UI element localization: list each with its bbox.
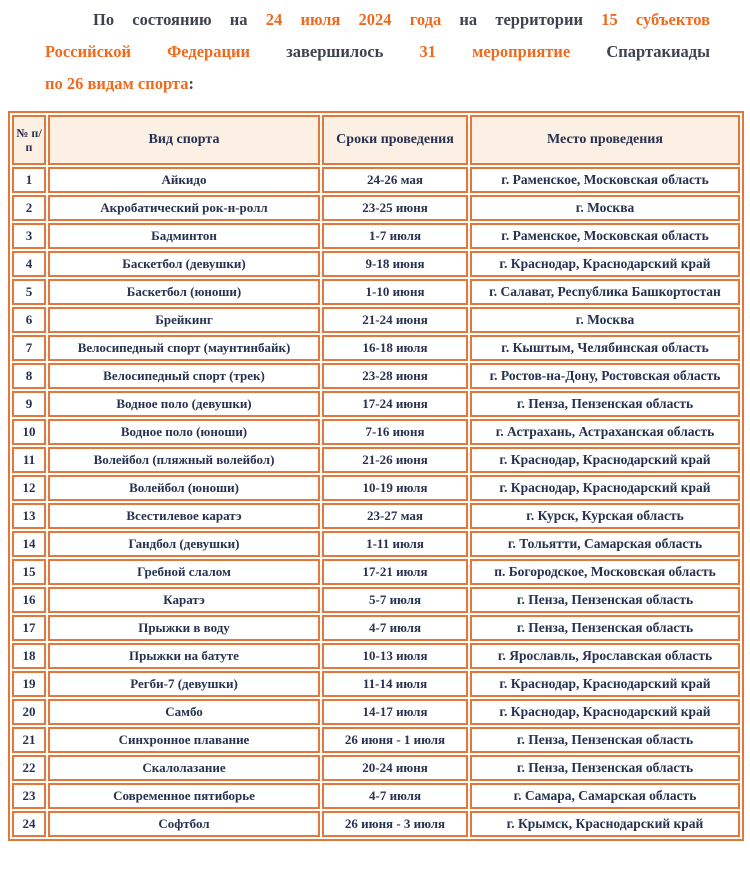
cell-sport: Прыжки на батуте — [48, 643, 320, 669]
highlighted-text: Российской Федерации — [45, 42, 250, 61]
table-row — [12, 391, 740, 417]
cell-dates: 17-21 июля — [322, 559, 468, 585]
cell-sport: Прыжки в воду — [48, 615, 320, 641]
cell-location: п. Богородское, Московская область — [470, 559, 740, 585]
table-header-row — [12, 115, 740, 165]
cell-number: 10 — [12, 419, 46, 445]
cell-number: 5 — [12, 279, 46, 305]
cell-number: 20 — [12, 699, 46, 725]
cell-location: г. Ярославль, Ярославская область — [470, 643, 740, 669]
table-row — [12, 587, 740, 613]
table-row — [12, 447, 740, 473]
table-row — [12, 475, 740, 501]
cell-dates: 20-24 июня — [322, 755, 468, 781]
cell-dates: 10-19 июля — [322, 475, 468, 501]
intro-line — [45, 36, 710, 68]
cell-number: 21 — [12, 727, 46, 753]
column-header-location: Место проведения — [470, 115, 740, 165]
cell-number: 15 — [12, 559, 46, 585]
cell-location: г. Салават, Республика Башкортостан — [470, 279, 740, 305]
cell-location: г. Ростов-на-Дону, Ростовская область — [470, 363, 740, 389]
plain-text: на территории — [441, 10, 602, 29]
table-row — [12, 671, 740, 697]
table-row — [12, 559, 740, 585]
highlighted-text: по 26 видам спорта — [45, 74, 189, 93]
cell-dates: 4-7 июля — [322, 615, 468, 641]
cell-sport: Айкидо — [48, 167, 320, 193]
column-header-sport: Вид спорта — [48, 115, 320, 165]
cell-dates: 23-27 мая — [322, 503, 468, 529]
cell-number: 1 — [12, 167, 46, 193]
cell-location: г. Пенза, Пензенская область — [470, 727, 740, 753]
table-row — [12, 223, 740, 249]
table-row — [12, 755, 740, 781]
cell-number: 9 — [12, 391, 46, 417]
cell-sport: Скалолазание — [48, 755, 320, 781]
cell-sport: Брейкинг — [48, 307, 320, 333]
cell-location: г. Москва — [470, 195, 740, 221]
highlighted-text: 24 июля 2024 года — [265, 10, 442, 29]
cell-dates: 11-14 июля — [322, 671, 468, 697]
table-row — [12, 727, 740, 753]
cell-location: г. Пенза, Пензенская область — [470, 615, 740, 641]
cell-number: 7 — [12, 335, 46, 361]
cell-dates: 1-7 июля — [322, 223, 468, 249]
cell-sport: Гребной слалом — [48, 559, 320, 585]
table-row — [12, 335, 740, 361]
cell-location: г. Краснодар, Краснодарский край — [470, 475, 740, 501]
cell-sport: Каратэ — [48, 587, 320, 613]
intro-line — [45, 68, 710, 100]
table-row — [12, 811, 740, 837]
cell-dates: 26 июня - 3 июля — [322, 811, 468, 837]
cell-number: 19 — [12, 671, 46, 697]
cell-dates: 1-10 июня — [322, 279, 468, 305]
cell-dates: 10-13 июля — [322, 643, 468, 669]
cell-sport: Самбо — [48, 699, 320, 725]
cell-number: 17 — [12, 615, 46, 641]
intro-line — [45, 4, 710, 36]
cell-number: 3 — [12, 223, 46, 249]
cell-number: 22 — [12, 755, 46, 781]
cell-location: г. Москва — [470, 307, 740, 333]
table-row — [12, 279, 740, 305]
table-row — [12, 195, 740, 221]
cell-number: 12 — [12, 475, 46, 501]
cell-dates: 4-7 июля — [322, 783, 468, 809]
table-row — [12, 643, 740, 669]
cell-location: г. Самара, Самарская область — [470, 783, 740, 809]
table-row — [12, 503, 740, 529]
cell-sport: Велосипедный спорт (маунтинбайк) — [48, 335, 320, 361]
plain-text: : — [188, 74, 194, 93]
cell-dates: 24-26 мая — [322, 167, 468, 193]
cell-location: г. Крымск, Краснодарский край — [470, 811, 740, 837]
cell-dates: 14-17 июля — [322, 699, 468, 725]
cell-number: 14 — [12, 531, 46, 557]
column-header-dates: Сроки проведения — [322, 115, 468, 165]
cell-location: г. Пенза, Пензенская область — [470, 587, 740, 613]
cell-location: г. Курск, Курская область — [470, 503, 740, 529]
cell-sport: Баскетбол (юноши) — [48, 279, 320, 305]
cell-dates: 17-24 июня — [322, 391, 468, 417]
plain-text: завершилось — [249, 42, 420, 61]
cell-sport: Софтбол — [48, 811, 320, 837]
highlighted-text: 15 субъектов — [601, 10, 710, 29]
cell-location: г. Раменское, Московская область — [470, 223, 740, 249]
cell-number: 13 — [12, 503, 46, 529]
cell-location: г. Тольятти, Самарская область — [470, 531, 740, 557]
table-row — [12, 363, 740, 389]
cell-sport: Баскетбол (девушки) — [48, 251, 320, 277]
cell-location: г. Раменское, Московская область — [470, 167, 740, 193]
cell-dates: 7-16 июня — [322, 419, 468, 445]
cell-location: г. Краснодар, Краснодарский край — [470, 671, 740, 697]
cell-dates: 1-11 июля — [322, 531, 468, 557]
table-row — [12, 307, 740, 333]
plain-text: По состоянию на — [93, 10, 266, 29]
cell-number: 18 — [12, 643, 46, 669]
cell-sport: Гандбол (девушки) — [48, 531, 320, 557]
cell-dates: 23-25 июня — [322, 195, 468, 221]
events-table — [8, 111, 744, 841]
table-row — [12, 251, 740, 277]
cell-sport: Синхронное плавание — [48, 727, 320, 753]
cell-sport: Водное поло (девушки) — [48, 391, 320, 417]
cell-location: г. Краснодар, Краснодарский край — [470, 447, 740, 473]
cell-number: 23 — [12, 783, 46, 809]
cell-number: 6 — [12, 307, 46, 333]
cell-dates: 9-18 июня — [322, 251, 468, 277]
table-row — [12, 167, 740, 193]
cell-location: г. Астрахань, Астраханская область — [470, 419, 740, 445]
table-row — [12, 419, 740, 445]
cell-number: 24 — [12, 811, 46, 837]
plain-text: Спартакиады — [570, 42, 710, 61]
cell-sport: Велосипедный спорт (трек) — [48, 363, 320, 389]
cell-sport: Акробатический рок-н-ролл — [48, 195, 320, 221]
cell-number: 8 — [12, 363, 46, 389]
events-table-body — [12, 167, 740, 837]
column-header-number: № п/п — [12, 115, 46, 165]
cell-number: 4 — [12, 251, 46, 277]
cell-number: 11 — [12, 447, 46, 473]
cell-dates: 21-24 июня — [322, 307, 468, 333]
cell-number: 2 — [12, 195, 46, 221]
cell-location: г. Пенза, Пензенская область — [470, 755, 740, 781]
cell-location: г. Кыштым, Челябинская область — [470, 335, 740, 361]
cell-number: 16 — [12, 587, 46, 613]
cell-location: г. Краснодар, Краснодарский край — [470, 251, 740, 277]
cell-sport: Волейбол (юноши) — [48, 475, 320, 501]
cell-dates: 23-28 июня — [322, 363, 468, 389]
cell-sport: Регби-7 (девушки) — [48, 671, 320, 697]
table-row — [12, 699, 740, 725]
table-row — [12, 615, 740, 641]
cell-location: г. Пенза, Пензенская область — [470, 391, 740, 417]
cell-dates: 21-26 июня — [322, 447, 468, 473]
cell-dates: 26 июня - 1 июля — [322, 727, 468, 753]
table-row — [12, 531, 740, 557]
cell-sport: Всестилевое каратэ — [48, 503, 320, 529]
cell-sport: Бадминтон — [48, 223, 320, 249]
cell-location: г. Краснодар, Краснодарский край — [470, 699, 740, 725]
cell-sport: Современное пятиборье — [48, 783, 320, 809]
cell-sport: Волейбол (пляжный волейбол) — [48, 447, 320, 473]
cell-sport: Водное поло (юноши) — [48, 419, 320, 445]
cell-dates: 5-7 июля — [322, 587, 468, 613]
highlighted-text: 31 мероприятие — [419, 42, 571, 61]
table-row — [12, 783, 740, 809]
intro-paragraph — [45, 4, 710, 100]
cell-dates: 16-18 июля — [322, 335, 468, 361]
